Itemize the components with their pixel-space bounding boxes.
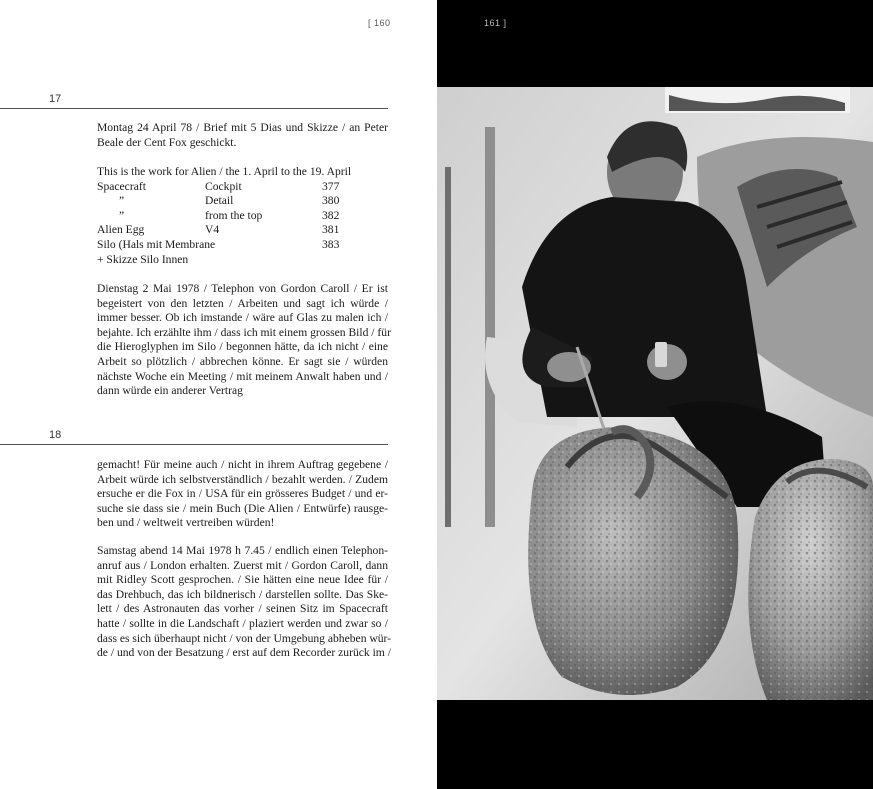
table-cell: Spacecraft (97, 179, 146, 193)
text-line: gemacht! Für meine auch / nicht in ihrem Auftrag gegebene / (97, 458, 388, 471)
text-line: immer besser. Ob ich imstande / wäre auf Glas zu malen ich / (97, 311, 388, 325)
diary-paragraph (97, 544, 392, 661)
table-row (97, 209, 388, 224)
table-cell: Alien Egg (97, 223, 145, 237)
diary-paragraph (97, 282, 391, 399)
work-list-table (97, 180, 388, 268)
table-row (97, 194, 388, 209)
work-list-heading (97, 165, 388, 180)
text-line: Beale der Cent Fox geschickt. (97, 135, 237, 149)
text-line: hatte / sollte in die Landschaft / plaziert werden und zwar so / (97, 616, 388, 630)
entry-divider (0, 444, 388, 445)
page-number-left: [ 160 (368, 18, 391, 28)
text-line: de / und von der Besatzung / erst auf dem Recorder zurück im / (97, 646, 391, 660)
table-cell: 382 (322, 208, 340, 222)
entry-number-17: 17 (49, 93, 62, 105)
table-cell: from the top (205, 208, 263, 222)
page-number-right: 161 ] (484, 18, 507, 28)
table-row (97, 180, 388, 195)
text-line: This is the work for Alien / the 1. April to the 19. April (97, 165, 352, 178)
table-cell: ” (119, 194, 125, 208)
table-row (97, 223, 388, 238)
diary-paragraph (97, 458, 388, 531)
text-line: ben und / weltweit vertreiben würden! (97, 516, 275, 530)
table-row (97, 253, 388, 268)
text-line: Arbeit so plötzlich / abbrechen könne. Er sagt sie / würden (97, 354, 388, 368)
text-line: Montag 24 April 78 / Brief mit 5 Dias und Skizze / an Peter (97, 121, 388, 134)
text-line: Dienstag 2 Mai 1978 / Telephon von Gordon Caroll / Er ist (97, 282, 388, 295)
text-line: bejahte. Ich erzählte ihm / dass ich mit einem grossen Bild / für (97, 325, 391, 339)
letter-note (97, 121, 388, 150)
text-line: begeistert von den letzten / Arbeiten und sagt ich würde / (97, 296, 388, 310)
table-cell: Detail (205, 194, 234, 208)
table-cell: ” (119, 208, 125, 222)
text-line: anruf aus / London erhalten. Zuerst mit / Gordon Caroll, dann (97, 558, 388, 572)
table-cell: Silo (Hals mit Membrane (97, 237, 216, 251)
text-line: Samstag abend 14 Mai 1978 h 7.45 / endlich einen Telephon- (97, 544, 388, 557)
text-line: Arbeit würde ich selbstverständlich / bezahlt werden. / Zudem (97, 472, 388, 486)
table-cell: 377 (322, 179, 340, 193)
table-cell: V4 (205, 223, 220, 237)
text-line: dann würde ein anderer Vertrag (97, 384, 243, 398)
text-line: die Hieroglyphen im Silo / begonnen hätte, da ich nicht / eine (97, 340, 388, 354)
text-line: nächste Woche ein Meeting / mit meinem Anwalt haben und / (97, 369, 388, 383)
entry-divider (0, 108, 388, 109)
right-page (437, 0, 873, 789)
entry-number-18: 18 (49, 429, 62, 441)
text-line: mit Ridley Scott gesprochen. / Sie hätten eine neue Idee für / (97, 573, 388, 587)
text-line: suche sie dass sie / mein Buch (Die Alien / Entwürfe) rausge- (97, 501, 388, 515)
text-line: dass es sich überhaupt nicht / von der Umgebung abheben wür- (97, 631, 392, 645)
text-line: das Drehbuch, das ich bildnerisch / darstellen sollte. Das Ske- (97, 587, 388, 601)
photograph-artist-painting-alien-eggs (437, 87, 873, 700)
table-cell: + Skizze Silo Innen (97, 252, 189, 266)
table-row (97, 238, 388, 253)
text-line: ersuche er die Fox in / USA für ein grösseres Budget / und er- (97, 487, 388, 501)
table-cell: 383 (322, 237, 340, 251)
table-cell: 380 (322, 194, 340, 208)
table-cell: 381 (322, 223, 340, 237)
table-cell: Cockpit (205, 179, 242, 193)
text-line: lett / des Astronauten das vorher / seinen Sitz im Spacecraft (97, 602, 388, 616)
